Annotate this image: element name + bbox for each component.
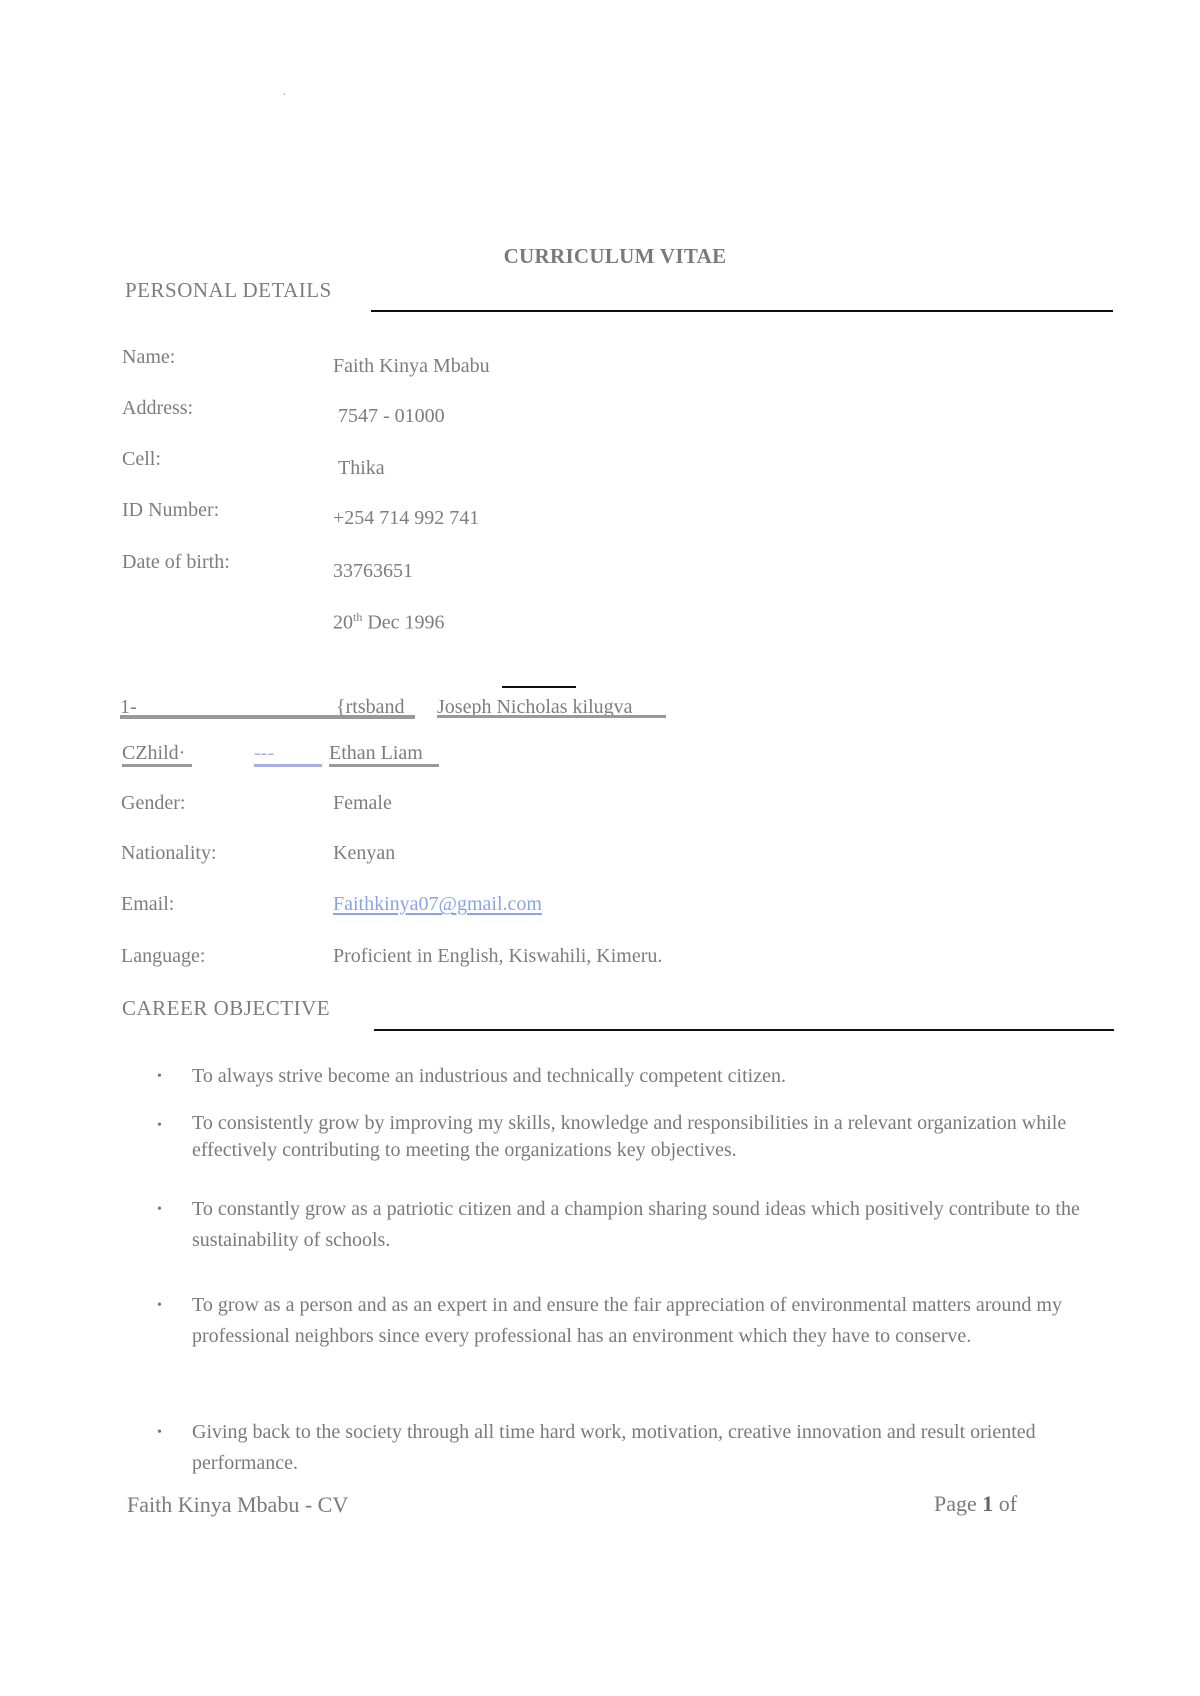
personal-details-rule — [371, 310, 1113, 312]
value-gender: Female — [333, 792, 392, 814]
spouse-mid: {rtsband — [336, 696, 405, 718]
value-town: Thika — [338, 457, 385, 479]
objective-item: To consistently grow by improving my skills, knowledge and responsibilities in a relevant organization while effectively contributing to meeting the organizations key objectives. — [192, 1112, 1067, 1161]
bullet-icon: • — [157, 1425, 162, 1440]
value-language: Proficient in English, Kiswahili, Kimeru. — [333, 945, 663, 967]
objective-item: To constantly grow as a patriotic citizen and a champion sharing sound ideas which positively contribute to the sustainability of schools. — [192, 1198, 1080, 1251]
spouse-label: 1- — [120, 696, 137, 718]
label-date-of-birth: Date of birth: — [122, 551, 230, 573]
child-name: Ethan Liam — [329, 742, 423, 764]
value-phone: +254 714 992 741 — [333, 507, 480, 529]
label-nationality: Nationality: — [121, 842, 217, 864]
label-gender: Gender: — [121, 792, 186, 814]
spouse-underline-right — [437, 715, 666, 718]
bullet-icon: • — [157, 1069, 162, 1084]
spouse-name: Joseph Nicholas kilugva — [437, 696, 633, 718]
label-name: Name: — [122, 346, 176, 368]
child-dash-underline — [254, 764, 322, 767]
value-box: 7547 - 01000 — [338, 405, 445, 427]
objective-item: To always strive become an industrious and technically competent citizen. — [192, 1065, 786, 1087]
career-objective-rule — [374, 1029, 1114, 1031]
document-title: CURRICULUM VITAE — [503, 244, 727, 268]
child-dash: --- — [254, 742, 274, 764]
value-date-of-birth: 20th Dec 1996 — [333, 610, 445, 634]
child-name-underline — [329, 764, 439, 767]
label-cell: Cell: — [122, 448, 161, 470]
value-name: Faith Kinya Mbabu — [333, 355, 490, 377]
objective-item: Giving back to the society through all time hard work, motivation, creative innovation and result oriented performance. — [192, 1421, 1036, 1474]
child-label-underline — [122, 764, 192, 767]
label-language: Language: — [121, 945, 206, 967]
value-nationality: Kenyan — [333, 842, 396, 864]
bullet-icon: • — [157, 1202, 162, 1217]
footer-page-number: Page 1 of — [934, 1491, 1018, 1516]
email-link[interactable]: Faithkinya07@gmail.com — [333, 893, 542, 915]
value-id-number: 33763651 — [333, 560, 413, 582]
label-id-number: ID Number: — [122, 499, 220, 521]
objective-item: To grow as a person and as an expert in and ensure the fair appreciation of environmental matters around my professional neighbors since every professional has an environment which they have to conserve. — [192, 1294, 1062, 1347]
label-address: Address: — [122, 397, 194, 419]
bullet-icon: • — [157, 1118, 162, 1133]
personal-details-heading: PERSONAL DETAILS — [125, 278, 332, 302]
short-rule — [502, 686, 576, 688]
child-label: CZhild· — [122, 742, 186, 764]
bullet-icon: • — [157, 1298, 162, 1313]
stray-mark: · — [282, 88, 287, 103]
label-email: Email: — [121, 893, 175, 915]
career-objective-heading: CAREER OBJECTIVE — [122, 996, 331, 1020]
footer-left: Faith Kinya Mbabu - CV — [127, 1492, 349, 1517]
